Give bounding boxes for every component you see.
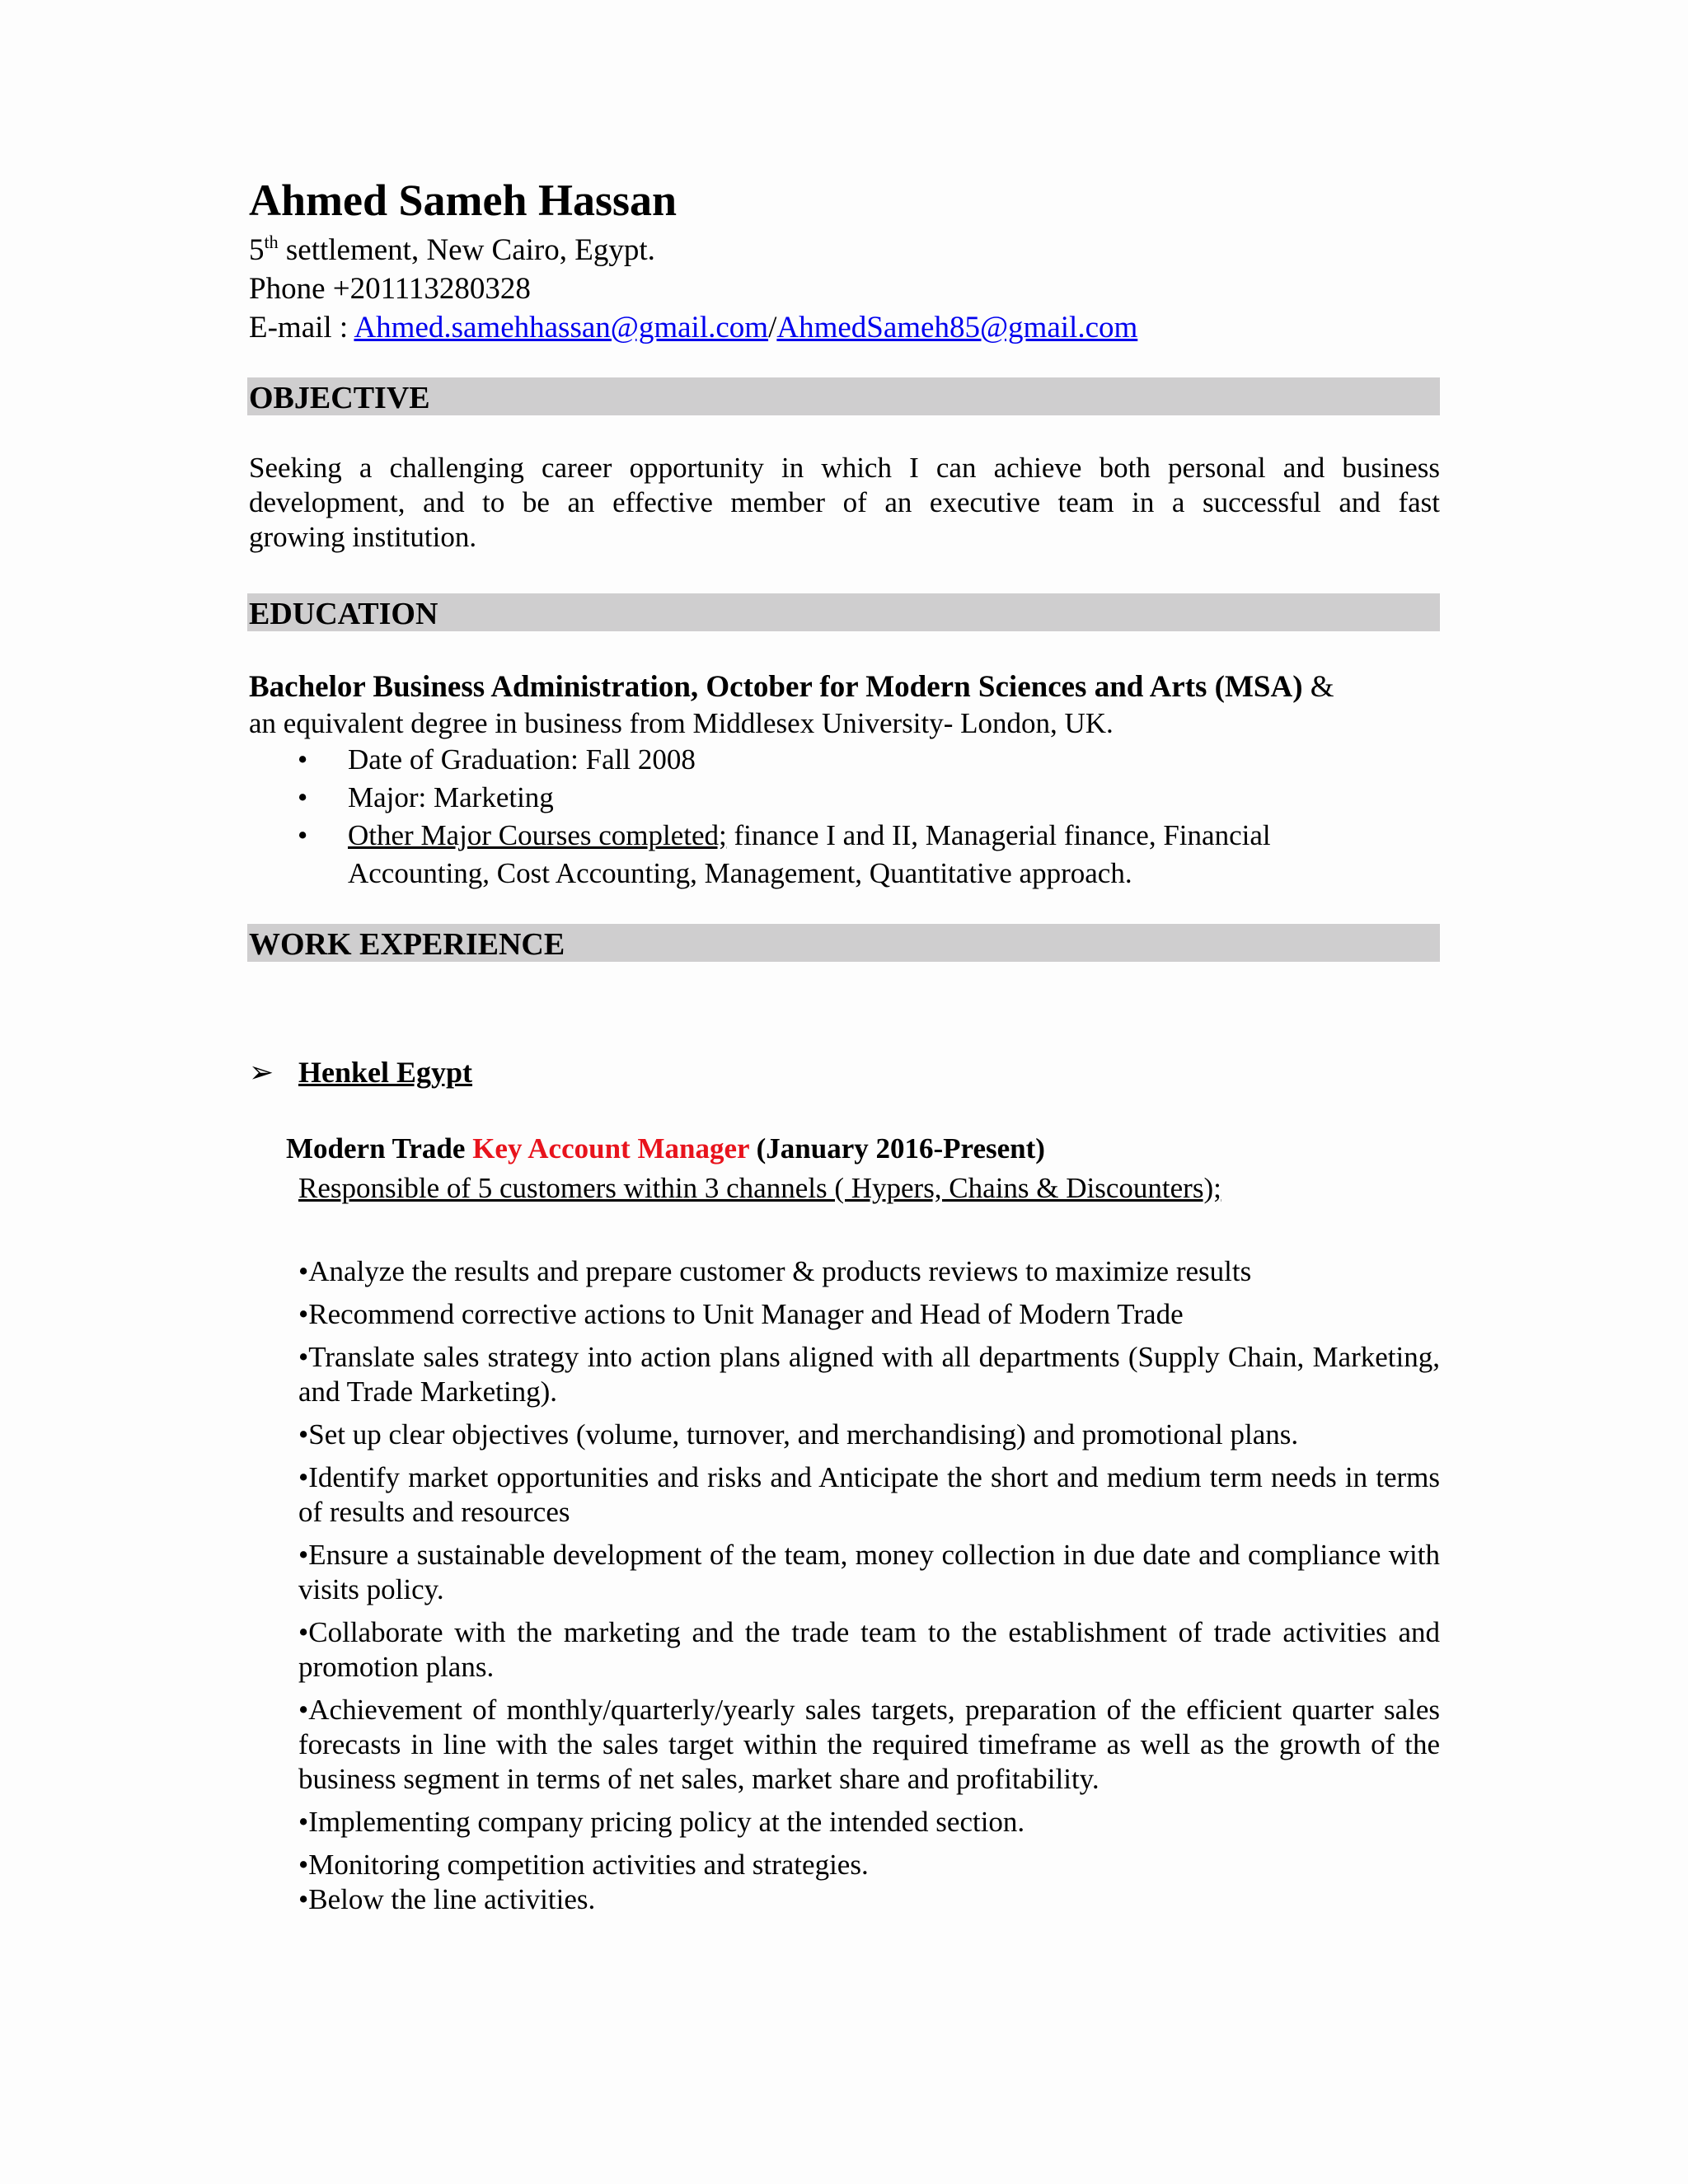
company-name: Henkel Egypt: [298, 1056, 473, 1089]
major: Major: Marketing: [348, 781, 554, 813]
email-line: [249, 308, 1440, 347]
duty-item: •Set up clear objectives (volume, turnover, and merchandising) and promotional plans.: [298, 1418, 1299, 1451]
duty-item: •Below the line activities.: [298, 1883, 596, 1915]
objective-heading: OBJECTIVE: [247, 377, 1440, 415]
bullet-icon: •: [298, 743, 308, 776]
objective-line-1: Seeking a challenging career opportunity in which I can achieve both personal and business: [249, 452, 1440, 484]
email-separator: /: [768, 311, 777, 344]
objective-line-2: development, and to be an effective member of an executive team in a successful and fast: [249, 486, 1440, 518]
list-item: [249, 779, 1440, 817]
duties-list: [298, 1254, 1440, 1917]
work-experience-heading: WORK EXPERIENCE: [247, 924, 1440, 962]
company-entry: [249, 1055, 1440, 1090]
duty-item: •Ensure a sustainable development of the team, money collection in due date and compliance with visits policy.: [298, 1539, 1440, 1605]
responsibility-line: Responsible of 5 customers within 3 channels ( Hypers, Chains & Discounters);: [298, 1172, 1221, 1204]
degree-name: Bachelor Business Administration, October for Modern Sciences and Arts (MSA): [249, 670, 1303, 704]
applicant-name: Ahmed Sameh Hassan: [249, 176, 678, 225]
address-number: 5: [249, 233, 265, 267]
bullet-icon: •: [298, 781, 308, 813]
graduation-date: Date of Graduation: Fall 2008: [348, 743, 696, 776]
duty-item: •Analyze the results and prepare customer & products reviews to maximize results: [298, 1255, 1252, 1287]
address-line: [249, 231, 1440, 269]
email-link-primary[interactable]: Ahmed.samehhassan@gmail.com: [354, 311, 769, 344]
objective-line-3: growing institution.: [249, 521, 477, 553]
duty-item: •Achievement of monthly/quarterly/yearly sales targets, preparation of the efficient quarter sales forecasts in line with the sales target within the required timeframe as well as the growth of the business segment in terms of net sales, market share and profitability.: [298, 1694, 1440, 1795]
objective-text: [249, 451, 1440, 555]
address-ordinal: th: [264, 232, 279, 252]
courses-line-1: finance I and II, Managerial finance, Financial: [726, 819, 1271, 851]
education-heading: EDUCATION: [247, 593, 1440, 631]
email-link-secondary[interactable]: AhmedSameh85@gmail.com: [776, 311, 1138, 344]
role-highlight: Key Account Manager: [472, 1132, 749, 1165]
duty-item: •Monitoring competition activities and strategies.: [298, 1849, 869, 1881]
address-text: settlement, New Cairo, Egypt.: [278, 233, 655, 267]
role-period: (January 2016-Present): [748, 1132, 1045, 1165]
list-item: [249, 817, 1440, 893]
education-details: [249, 741, 1440, 893]
degree-title: [249, 669, 1440, 705]
email-label: E-mail :: [249, 311, 354, 344]
courses-line-2: Accounting, Cost Accounting, Management, Quantitative approach.: [348, 857, 1132, 889]
duty-item: •Translate sales strategy into action plans aligned with all departments (Supply Chain, Marketing, and Trade Marketing).: [298, 1341, 1440, 1408]
duty-item: •Implementing company pricing policy at the intended section.: [298, 1806, 1025, 1838]
bullet-icon: •: [298, 819, 308, 851]
duty-item: •Identify market opportunities and risks and Anticipate the short and medium term needs in terms of results and resources: [298, 1461, 1440, 1528]
role-title: [286, 1132, 1440, 1165]
resume-content: [249, 175, 1440, 1925]
role-prefix: Modern Trade: [286, 1132, 473, 1165]
degree-subtitle: an equivalent degree in business from Middlesex University- London, UK.: [249, 707, 1114, 739]
arrow-bullet-icon: ➢: [249, 1056, 274, 1089]
list-item: [249, 741, 1440, 779]
duty-item: •Collaborate with the marketing and the trade team to the establishment of trade activities and promotion plans.: [298, 1616, 1440, 1683]
phone-line: Phone +201113280328: [249, 272, 531, 306]
degree-ampersand: &: [1302, 670, 1334, 704]
courses-label: Other Major Courses completed;: [348, 819, 727, 851]
duty-item: •Recommend corrective actions to Unit Manager and Head of Modern Trade: [298, 1298, 1184, 1330]
